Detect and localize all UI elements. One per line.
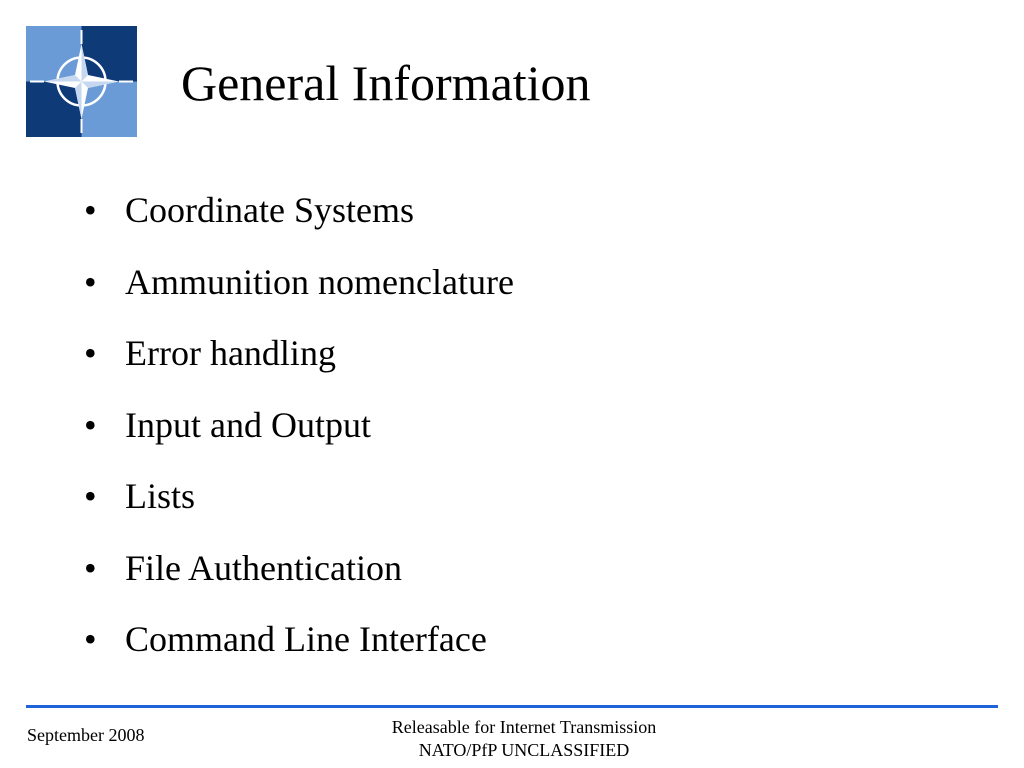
bullet-text: Coordinate Systems [125, 190, 414, 230]
nato-compass-star-icon [26, 26, 137, 137]
bullet-text: Lists [125, 476, 196, 516]
bullet-text: File Authentication [125, 547, 402, 588]
bullet-text: Input and Output [125, 404, 371, 445]
footer-date: September 2008 [27, 725, 145, 745]
classification-marking: NATO/PfP UNCLASSIFIED [418, 740, 630, 760]
bullet-marker: • [84, 404, 97, 445]
bullet-text: Ammunition nomenclature [125, 261, 514, 302]
nato-logo [26, 26, 137, 137]
bullet-marker: • [84, 619, 97, 659]
slide-title: General Information [181, 55, 591, 111]
bullet-marker: • [84, 261, 97, 302]
release-statement: Releasable for Internet Transmission [391, 717, 657, 737]
bullet-marker: • [84, 190, 97, 230]
bullet-text: Command Line Interface [125, 619, 487, 659]
bullet-marker: • [84, 333, 97, 373]
bullet-marker: • [84, 547, 97, 588]
bullet-text: Error handling [125, 333, 336, 373]
bullet-marker: • [84, 476, 97, 516]
footer-divider [26, 705, 998, 708]
footer-classification [300, 716, 748, 762]
